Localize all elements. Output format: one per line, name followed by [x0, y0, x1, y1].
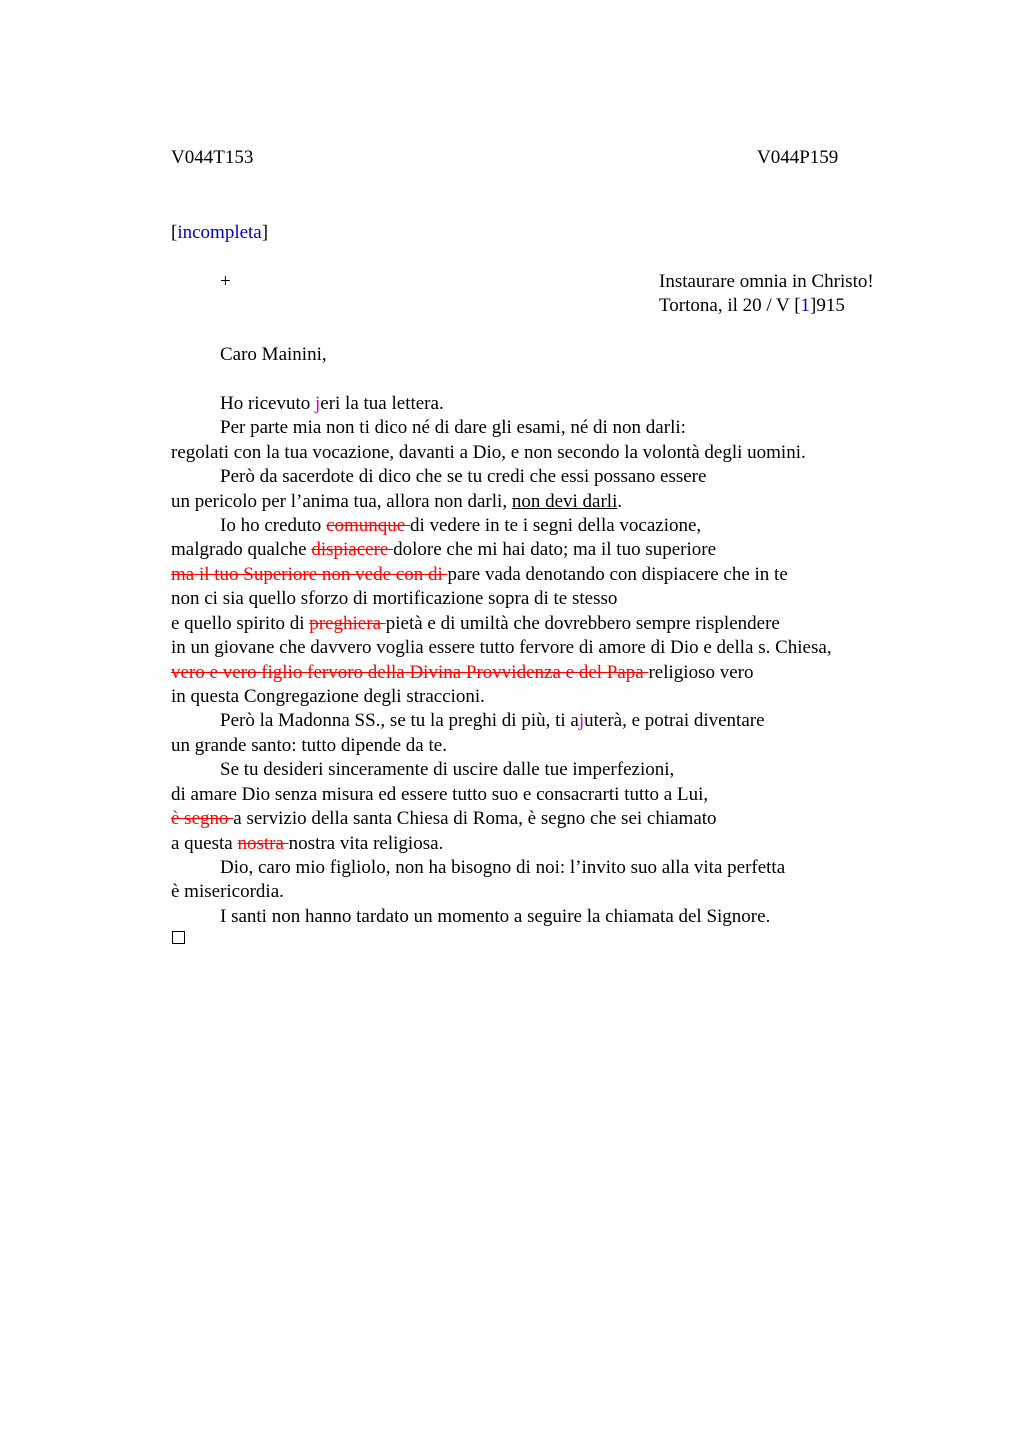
dateline-pre: Tortona, il 20 / V [: [659, 295, 801, 316]
status-bracket-close: ]: [261, 222, 269, 243]
segment: regolati con la tua vocazione, davanti a Dio, e non secondo la volontà degli uomini.: [171, 442, 806, 463]
body-line-13: [171, 685, 485, 709]
body-line-5: [171, 490, 622, 514]
segment: Ho ricevuto: [220, 393, 315, 414]
end-of-text-box: [172, 931, 185, 944]
deleted-text: vero e vero figlio fervoro della Divina Provvidenza e del Papa: [171, 662, 649, 683]
segment: in un giovane che davvero voglia essere tutto fervore di amore di Dio e della s. Chiesa,: [171, 637, 832, 658]
correction-mark: j: [578, 710, 585, 731]
body-line-2: [220, 416, 686, 440]
body-line-16: [220, 758, 674, 782]
deleted-text: ma il tuo Superiore non vede con di: [171, 564, 448, 585]
body-line-11: [171, 636, 832, 660]
segment: Se tu desideri sinceramente di uscire dalle tue imperfezioni,: [220, 759, 675, 780]
segment: religioso vero: [648, 662, 754, 683]
body-line-20: [220, 856, 785, 880]
body-line-18: [171, 807, 717, 831]
body-line-14: [220, 709, 765, 733]
deleted-text: nostra: [237, 833, 289, 854]
segment: non ci sia quello sforzo di mortificazione sopra di te stesso: [171, 588, 618, 609]
segment: malgrado qualche: [171, 539, 312, 560]
body-line-9: [171, 587, 617, 611]
segment: a questa: [171, 833, 238, 854]
segment: pietà e di umiltà che dovrebbero sempre risplendere: [385, 613, 780, 634]
status-word: incompleta: [177, 222, 262, 243]
status-note: [171, 221, 268, 245]
segment: Però la Madonna SS., se tu la preghi di più, ti a: [220, 710, 579, 731]
segment: di amare Dio senza misura ed essere tutto suo e consacrarti tutto a Lui,: [171, 784, 709, 805]
segment: Per parte mia non ti dico né di dare gli esami, né di non darli:: [220, 417, 686, 438]
segment: è misericordia.: [171, 881, 284, 902]
deleted-text: dispiacere: [311, 539, 394, 560]
deleted-text: preghiera: [309, 613, 386, 634]
status-bracket-open: [: [171, 222, 178, 243]
segment: eri la tua lettera.: [320, 393, 444, 414]
segment: a servizio della santa Chiesa di Roma, è segno che sei chiamato: [233, 808, 717, 829]
underlined-phrase: non devi darli: [511, 491, 618, 512]
segment: .: [617, 491, 623, 512]
body-line-19: [171, 832, 443, 856]
segment: dolore che mi hai dato; ma il tuo superiore: [393, 539, 717, 560]
body-line-15: [171, 734, 447, 758]
deleted-text: comunque: [326, 515, 410, 536]
salutation: Caro Mainini,: [220, 344, 327, 365]
segment: nostra vita religiosa.: [288, 833, 444, 854]
segment: uterà, e potrai diventare: [584, 710, 765, 731]
body-line-6: [220, 514, 701, 538]
dateline-digit: 1: [800, 295, 811, 316]
cross-symbol: +: [220, 271, 231, 292]
dateline: [659, 294, 845, 318]
body-line-21: [171, 880, 284, 904]
body-line-3: [171, 441, 806, 465]
segment: e quello spirito di: [171, 613, 310, 634]
motto: Instaurare omnia in Christo!: [659, 271, 874, 292]
document-code-left: V044T153: [171, 147, 254, 168]
deleted-text: è segno: [171, 808, 234, 829]
segment: pare vada denotando con dispiacere che in te: [447, 564, 788, 585]
segment: I santi non hanno tardato un momento a seguire la chiamata del Signore.: [220, 906, 771, 927]
body-line-7: [171, 538, 716, 562]
segment: Io ho creduto: [220, 515, 327, 536]
document-code-right: V044P159: [757, 147, 839, 168]
body-line-17: [171, 783, 708, 807]
dateline-post: ]915: [810, 295, 845, 316]
body-line-12: [171, 661, 753, 685]
body-line-10: [171, 612, 780, 636]
segment: in questa Congregazione degli straccioni.: [171, 686, 485, 707]
body-line-8: [171, 563, 788, 587]
segment: un grande santo: tutto dipende da te.: [171, 735, 447, 756]
segment: un pericolo per l’anima tua, allora non darli,: [171, 491, 512, 512]
segment: di vedere in te i segni della vocazione,: [409, 515, 702, 536]
body-line-1: [220, 392, 444, 416]
segment: Però da sacerdote di dico che se tu credi che essi possano essere: [220, 466, 707, 487]
correction-mark: j: [314, 393, 321, 414]
body-line-4: [220, 465, 706, 489]
body-line-22: [220, 905, 770, 929]
segment: Dio, caro mio figliolo, non ha bisogno di noi: l’invito suo alla vita perfetta: [220, 857, 786, 878]
